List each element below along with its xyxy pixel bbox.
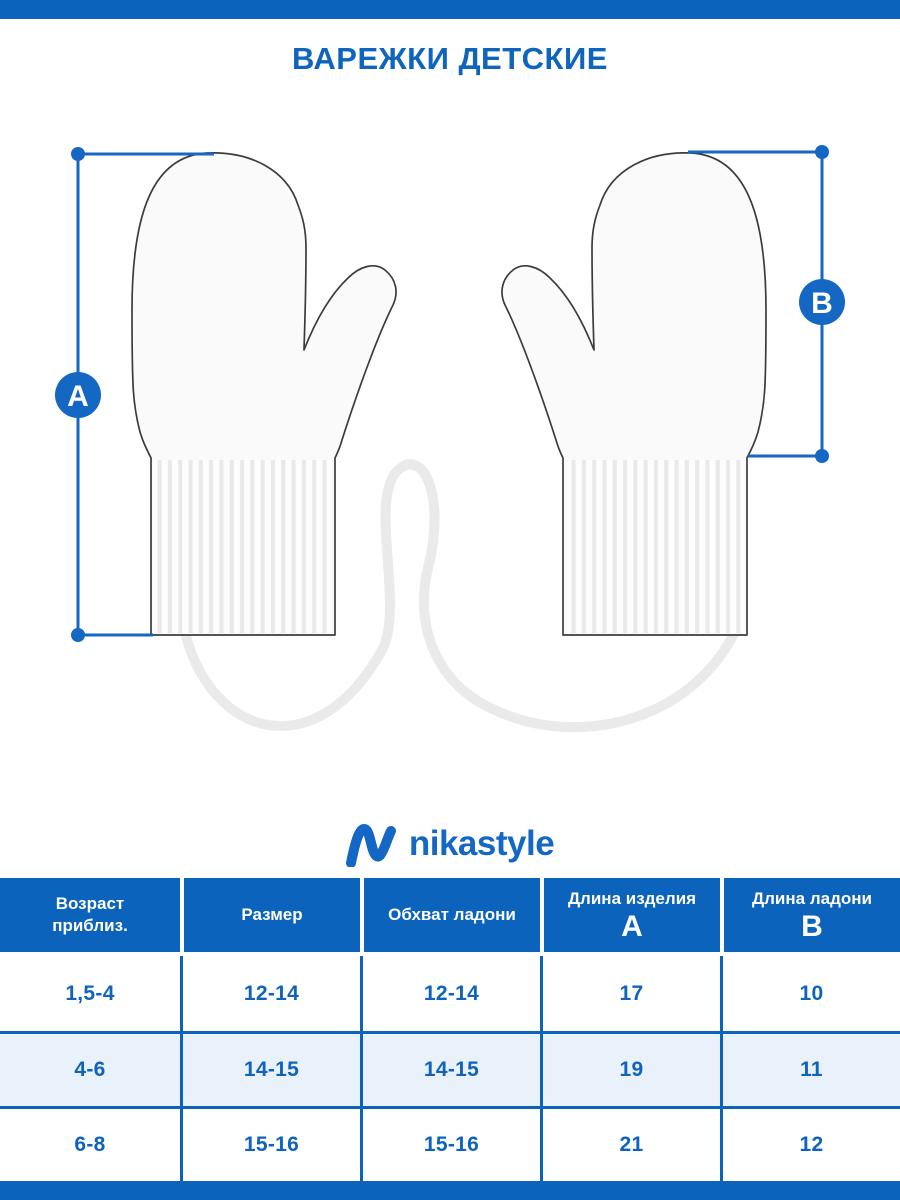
table-cell: 12-14	[360, 956, 540, 1031]
measure-a-dot-bottom	[71, 628, 85, 642]
header-palm-length-b: Длина ладони B	[720, 878, 900, 952]
table-cell: 15-16	[360, 1109, 540, 1181]
table-cell: 1,5-4	[65, 981, 115, 1005]
brand-name: nikastyle	[408, 824, 555, 863]
measure-b-dot-top	[815, 145, 829, 159]
brand-logo	[0, 816, 900, 872]
measure-a-label: A	[67, 380, 89, 413]
brand-wave-icon	[346, 821, 396, 867]
size-table	[0, 878, 900, 1181]
right-mitten	[502, 153, 766, 635]
table-cell: 12-14	[180, 956, 360, 1031]
top-accent-bar	[0, 0, 900, 19]
header-size: Размер	[180, 878, 360, 952]
table-row	[0, 956, 900, 1031]
table-row	[0, 1031, 900, 1106]
table-cell: 17	[540, 956, 720, 1031]
table-row	[0, 1106, 900, 1181]
table-cell: 19	[540, 1034, 720, 1106]
page-title: ВАРЕЖКИ ДЕТСКИЕ	[292, 41, 608, 76]
table-cell: 12	[720, 1109, 900, 1181]
table-cell: 11	[720, 1034, 900, 1106]
table-header-row	[0, 878, 900, 952]
header-palm-girth: Обхват ладони	[360, 878, 540, 952]
header-age: Возраст приблиз.	[52, 893, 128, 935]
left-mitten	[132, 153, 396, 635]
measure-b-dot-bottom	[815, 449, 829, 463]
mittens-diagram	[0, 130, 900, 795]
table-cell: 15-16	[180, 1109, 360, 1181]
table-cell: 6-8	[74, 1133, 106, 1156]
table-cell: 10	[720, 956, 900, 1031]
table-cell: 21	[540, 1109, 720, 1181]
measure-b-label: B	[811, 287, 833, 320]
bottom-accent-bar	[0, 1181, 900, 1200]
measure-a-dot-top	[71, 147, 85, 161]
table-cell: 4-6	[74, 1058, 106, 1081]
table-cell: 14-15	[360, 1034, 540, 1106]
header-product-length-a: Длина изделия A	[540, 878, 720, 952]
table-cell: 14-15	[180, 1034, 360, 1106]
